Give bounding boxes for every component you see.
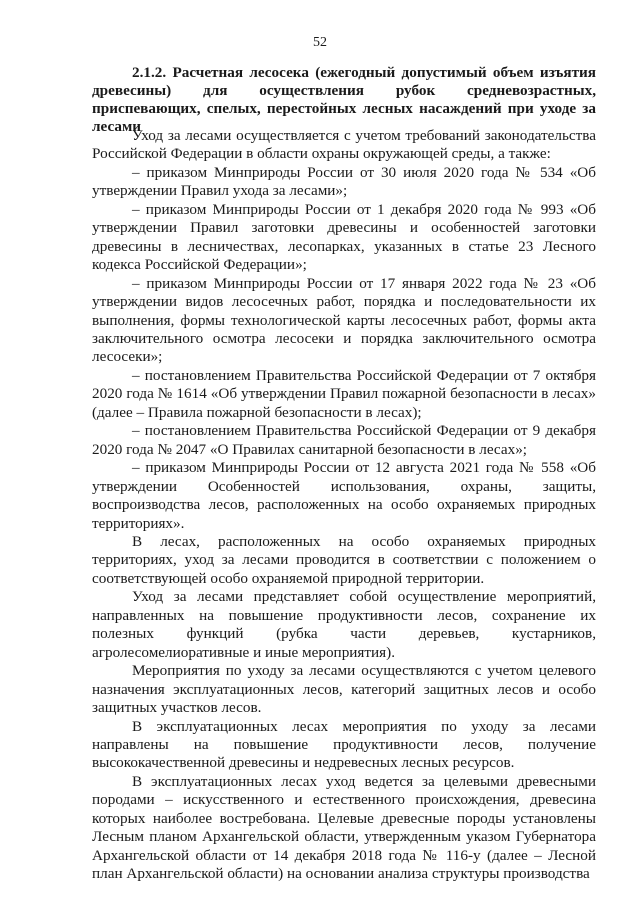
list-item-order-993: – приказом Минприроды России от 1 декабря 2020 года № 993 «Об утверждении Правил заготовки древесины и особенностей заготовки древесины в лесничествах, лесопарках, указанных в статье 23 Лесного кодекса Российской Федерации»;	[92, 200, 596, 274]
list-item-resolution-2047: – постановлением Правительства Российской Федерации от 9 декабря 2020 года № 2047 «О Правилах санитарной безопасности в лесах»;	[92, 422, 596, 458]
paragraph-forest-care-definition: Уход за лесами представляет собой осуществление мероприятий, направленных на повышение продуктивности лесов, сохранение их полезных функций (рубка части деревьев, кустарников, агролесомелиоративные и иные мероприятия).	[92, 588, 596, 661]
paragraph-intro: Уход за лесами осуществляется с учетом требований законодательства Российской Федерации в области охраны окружающей среды, а также:	[92, 127, 596, 163]
section-heading: 2.1.2. Расчетная лесосека (ежегодный допустимый объем изъятия древесины) для осуществления рубок средневозрастных, приспевающих, спелых, перестойных лесных насаждений при уходе за лесами	[92, 64, 596, 135]
page-number: 52	[313, 35, 327, 50]
list-item-order-23: – приказом Минприроды России от 17 января 2022 года № 23 «Об утверждении видов лесосечных работ, порядка и последовательности их выполнения, формы технологической карты лесосечных работ, формы акта заключительного осмотра лесосеки и порядка заключительного осмотра лесосеки»;	[92, 274, 596, 366]
list-item-order-558: – приказом Минприроды России от 12 августа 2021 года № 558 «Об утверждении Особенностей использования, охраны, защиты, воспроизводства лесов, расположенных на особо охраняемых природных территориях».	[92, 459, 596, 532]
paragraph-operational-forests: В эксплуатационных лесах мероприятия по уходу за лесами направлены на повышение продуктивности лесов, получение высококачественной древесины и недревесных лесных ресурсов.	[92, 717, 596, 772]
list-item-resolution-1614: – постановлением Правительства Российской Федерации от 7 октября 2020 года № 1614 «Об утверждении Правил пожарной безопасности в лесах» (далее – Правила пожарной безопасности в лесах);	[92, 366, 596, 421]
list-item-order-534: – приказом Минприроды России от 30 июля 2020 года № 534 «Об утверждении Правил ухода за лесами»;	[92, 163, 596, 200]
paragraph-protected-areas: В лесах, расположенных на особо охраняемых природных территориях, уход за лесами проводится в соответствии с положением о соответствующей особо охраняемой природной территории.	[92, 532, 596, 587]
document-body	[92, 127, 596, 884]
paragraph-target-species: В эксплуатационных лесах уход ведется за целевыми древесными породами – искусственного и естественного происхождения, древесина которых наиболее востребована. Целевые древесные породы установлены Лесным планом Архангельской области, утвержденным указом Губернатора Архангельской области от 14 декабря 2018 года № 116-у (далее – Лесной план Архангельской области) на основании анализа структуры производства	[92, 772, 596, 883]
paragraph-care-measures: Мероприятия по уходу за лесами осуществляются с учетом целевого назначения эксплуатационных лесов, категорий защитных лесов и особо защитных участков лесов.	[92, 662, 596, 717]
